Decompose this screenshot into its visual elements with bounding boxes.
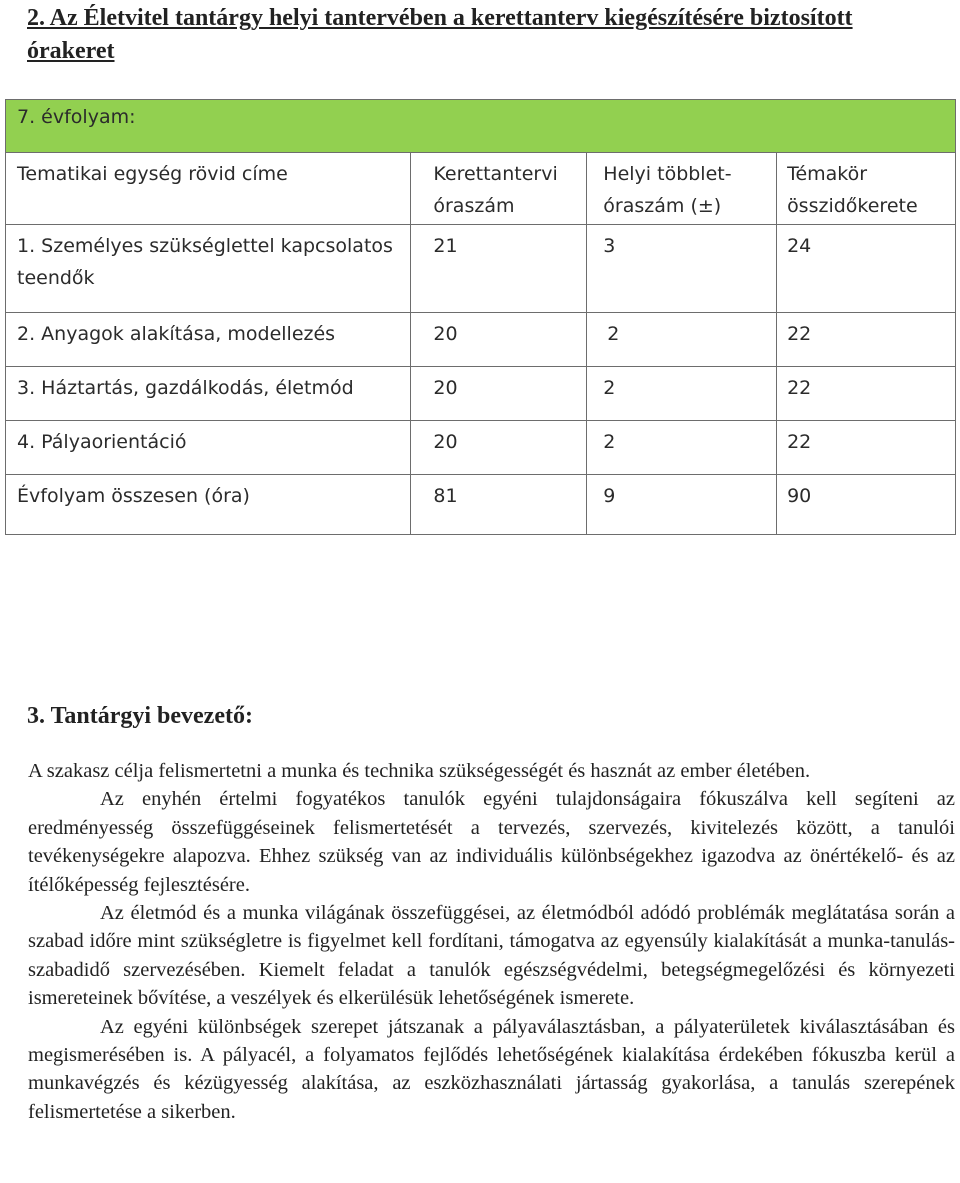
header-cell: Kerettantervi (433, 163, 558, 185)
paragraph: Az életmód és a munka világának összefüggései, az életmódból adódó problémák meglátatása során a szabad időre mint szükségletre is figyelmet kell fordítani, támogatva az egyensúly kialakítását a munka-tanulás-szabadidő szervezésében. Kiemelt feladat a tanulók egészségvédelmi, betegségmegelőzési és környezeti ismereteinek bővítése, a veszélyek és elkerülésük lehetőségének ismerete. (28, 902, 955, 1010)
hours-table (5, 99, 956, 535)
total-hours: 90 (777, 475, 956, 535)
extra-hours: 2 (587, 367, 777, 421)
frame-hours: 20 (411, 367, 587, 421)
extra-hours: 2 (587, 313, 777, 367)
header-cell-line2: összidőkerete (787, 195, 918, 217)
table-row (6, 421, 956, 475)
grade-row (6, 100, 956, 153)
frame-hours: 81 (411, 475, 587, 535)
table-row (6, 225, 956, 313)
paragraph: Az egyéni különbségek szerepet játszanak a pályaválasztásban, a pályaterületek kiválasztásában és megismerésében is. A pályacél, a folyamatos fejlődés lehetőségének kialakítása érdekében fókuszba kerül a munkavégzés és kézügyesség alakítása, az eszközhasználati jártasság gyakorlása, a tanulás szerepének felismertetése a sikerben. (28, 1015, 955, 1123)
grade-label: 7. évfolyam: (17, 106, 136, 128)
section-3-heading: 3. Tantárgyi bevezető: (27, 703, 253, 729)
table-row (6, 367, 956, 421)
row-title: 3. Háztartás, gazdálkodás, életmód (6, 367, 411, 421)
row-title: 2. Anyagok alakítása, modellezés (6, 313, 411, 367)
header-cell-line2: óraszám (±) (603, 195, 722, 217)
extra-hours: 9 (587, 475, 777, 535)
total-hours: 24 (777, 225, 956, 313)
paragraph: Az enyhén értelmi fogyatékos tanulók egyéni tulajdonságaira fókuszálva kell segíteni az eredményesség összefüggéseinek felismertetését a tervezés, szervezés, kivitelezés között, a tanulói tevékenységekre alapozva. Ehhez szükség van az individuális különbségekhez igazodva az önértékelő- és az ítélőképesség fejlesztésére. (28, 788, 955, 896)
row-title: 1. Személyes szükséglettel kapcsolatos (17, 235, 393, 257)
header-cell: Témakör (787, 163, 868, 185)
header-cell: Tematikai egység rövid címe (17, 163, 288, 185)
row-title-line2: teendők (17, 267, 95, 289)
frame-hours: 21 (411, 225, 587, 313)
frame-hours: 20 (411, 313, 587, 367)
intro-text (28, 757, 955, 1126)
header-cell: Helyi többlet- (603, 163, 732, 185)
table-row-total (6, 475, 956, 535)
table-row (6, 313, 956, 367)
header-cell-line2: óraszám (433, 195, 515, 217)
row-title: 4. Pályaorientáció (6, 421, 411, 475)
row-title: Évfolyam összesen (óra) (6, 475, 411, 535)
total-hours: 22 (777, 313, 956, 367)
section-2-heading: 2. Az Életvitel tantárgy helyi tantervében a kerettanterv kiegészítésére biztosított órakeret (27, 5, 853, 64)
extra-hours: 2 (587, 421, 777, 475)
total-hours: 22 (777, 367, 956, 421)
header-row (6, 153, 956, 225)
frame-hours: 20 (411, 421, 587, 475)
total-hours: 22 (777, 421, 956, 475)
extra-hours: 3 (587, 225, 777, 313)
paragraph: A szakasz célja felismertetni a munka és technika szükségességét és hasznát az ember életében. (28, 760, 811, 782)
